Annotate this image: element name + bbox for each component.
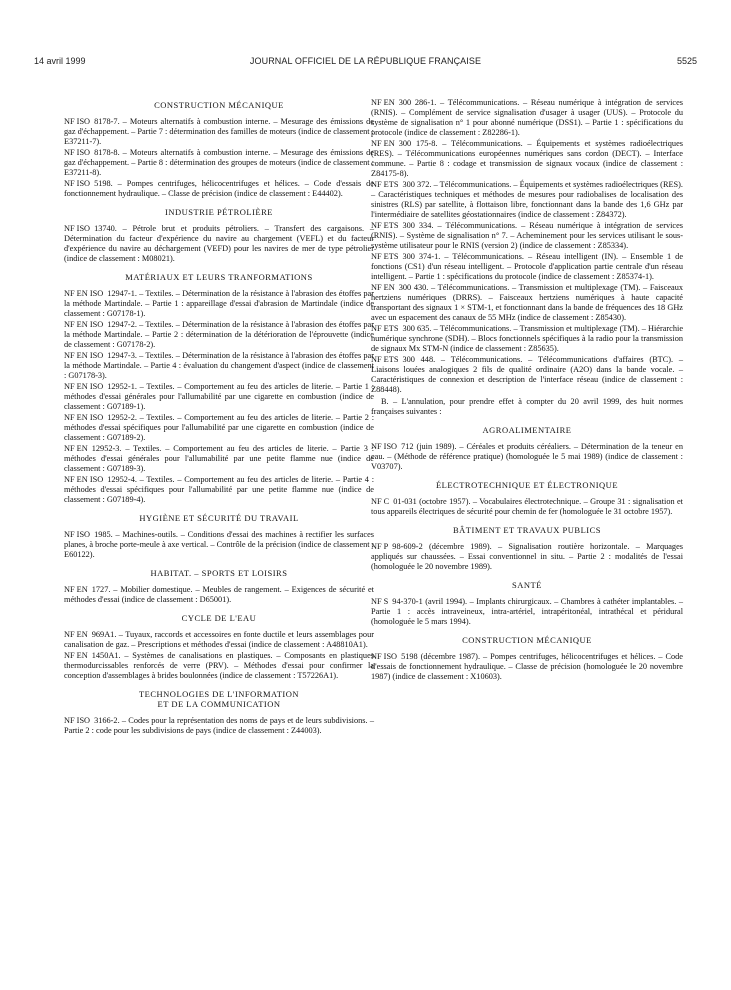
standard-reference: NF EN ISO [64,320,104,329]
standard-reference: NF ETS [371,252,399,261]
standard-entry [371,221,683,251]
standard-description: 12947-2. – Textiles. – Détermination de la résistance à l'abrasion des étoffes par la méthode Martindale. – Partie 2 : détermination de la détérioration de l'éprouvette (indice de classement : G07178-2). [64,320,374,349]
standard-reference: NF EN ISO [64,475,104,484]
standard-reference: NF EN [64,630,88,639]
standard-reference: NF EN [64,444,88,453]
section-title: SANTÉ [512,580,542,590]
standard-reference: NF EN ISO [64,351,104,360]
standard-reference: NF S [371,597,389,606]
section-title: TECHNOLOGIES DE L'INFORMATION ET DE LA COMMUNICATION [138,689,300,709]
standard-description: 5198 (décembre 1987). – Pompes centrifuges, hélicocentrifuges et hélices. – Code d'essais de fonctionnement hydraulique. – Classe de précision (homologuée le 20 novembre 1987) (indice de classement : X10603). [371,652,683,681]
standard-description: 12952-2. – Textiles. – Comportement au feu des articles de literie. – Partie 2 : méthodes d'essai spécifiques pour l'allumabilité par une cigarette en combustion (indice de classement : G07189-2). [64,413,374,442]
standard-description: 12952-1. – Textiles. – Comportement au feu des articles de literie. – Partie 1 : méthodes d'essai générales pour l'allumabilité par une cigarette en combustion (indice de classement : G07189-1). [64,382,374,411]
standard-description: 300 334. – Télécommunications. – Réseau numérique à intégration de services (RNIS). – Système de signalisation n° 7. – Acheminement pour les services utilisant le sous-système utilisateur pour le RNIS (version 2) (indice de classement : Z85334). [371,221,683,250]
section-title: CONSTRUCTION MÉCANIQUE [462,635,592,645]
standard-reference: NF ETS [371,324,399,333]
section-title: HABITAT. – SPORTS ET LOISIRS [150,568,288,578]
standard-entry [371,652,683,682]
standard-entry [64,289,374,319]
standard-entry [371,497,683,517]
standard-reference: NF P [371,542,389,551]
standard-entry [371,324,683,354]
section-title: INDUSTRIE PÉTROLIÈRE [165,207,273,217]
standard-description: 300 175-8. – Télécommunications. – Équipements et systèmes radioélectriques (RES). – Télécommunications européennes numériques sans cordon (DECT). – Interface commune. – Partie 8 : codage et transmission de signaux vocaux (indice de classement : Z84175-8). [371,139,683,178]
standard-entry [64,117,374,147]
annulation-paragraph: B. – L'annulation, pour prendre effet à compter du 20 avril 1999, des huit normes françaises suivantes : [371,397,683,416]
standard-description: 300 430. – Télécommunications. – Transmission et multiplexage (TM). – Faisceaux hertziens numériques (DRRS). – Faisceaux hertziens numériques à haute capacité transportant des signaux 1 × STM-1, et fonctionnant dans la bande de fréquences des 18 GHz avec un espacement des canaux de 55 MHz (indice de classement : Z85430). [371,283,683,322]
standard-reference: NF ISO [64,148,91,157]
standard-description: 712 (juin 1989). – Céréales et produits céréaliers. – Détermination de la teneur en eau. – (Méthode de référence pratique) (homologuée le 5 mai 1989) (indice de classement : V03707). [371,442,683,471]
header-date: 14 avril 1999 [34,56,86,66]
standard-reference: NF ETS [371,355,399,364]
standard-reference: NF EN ISO [64,382,104,391]
section-title: CONSTRUCTION MÉCANIQUE [154,100,284,110]
standard-entry [64,444,374,474]
right-column [371,98,683,683]
section-title: HYGIÈNE ET SÉCURITÉ DU TRAVAIL [139,513,299,523]
standard-description: 12952-3. – Textiles. – Comportement au feu des articles de literie. – Partie 3 : méthodes d'essai générales pour l'allumabilité par une petite flamme nue (indice de classement : G07189-3). [64,444,374,473]
page-number: 5525 [676,56,697,66]
standard-reference: NF EN [64,585,88,594]
standard-entry [64,382,374,412]
standard-reference: NF EN [371,98,395,107]
standard-entry [371,180,683,220]
standard-entry [64,651,374,681]
standard-reference: NF EN ISO [64,413,104,422]
standard-reference: NF ISO [64,117,91,126]
standard-description: 01-031 (octobre 1957). – Vocabulaires électrotechnique. – Groupe 31 : signalisation et tous appareils électriques de sécurité pour chemin de fer (homologuée le 31 octobre 1957). [371,497,683,516]
standard-entry [64,148,374,178]
standard-reference: NF ISO [64,179,91,188]
standard-description: 300 374-1. – Télécommunications. – Réseau intelligent (IN). – Ensemble 1 de fonctions (CS1) d'un réseau intelligent. – Protocole d'application partie centrale d'un réseau intelligent. – Partie 1 : spécifications du protocole (indice de classement : Z85374-1). [371,252,683,281]
standard-entry [371,442,683,472]
standard-description: 1985. – Machines-outils. – Conditions d'essai des machines à rectifier les surfaces planes, à broche porte-meule à axe vertical. – Contrôle de la précision (indice de classement : E60122). [64,530,374,559]
standard-reference: NF EN [371,283,395,292]
standard-entry [64,413,374,443]
standard-description: 13740. – Pétrole brut et produits pétroliers. – Transfert des cargaisons. – Détermination du facteur d'expérience du navire au chargement (VEFL) et du facteur d'expérience du navire au déchargement (VEFD) pour les navires de mer de type pétrolier (indice de classement : M08021). [64,224,374,263]
standard-description: 300 635. – Télécommunications. – Transmission et multiplexage (TM). – Hiérarchie numérique synchrone (SDH). – Blocs fonctionnels spécifiques à la radio pour la transmission de signaux Mx STM-N (indice de classement : Z85635). [371,324,683,353]
standard-description: 8178-7. – Moteurs alternatifs à combustion interne. – Mesurage des émissions de gaz d'échappement. – Partie 7 : détermination des familles de moteurs (indice de classement : E37211-7). [64,117,374,146]
standard-description: 94-370-1 (avril 1994). – Implants chirurgicaux. – Chambres à cathéter implantables. – Partie 1 : accès intraveineux, intra-artériel, intrapéritonéal, intrathécal et péridural (homologuée le 5 mars 1994). [371,597,683,626]
standard-entry [64,351,374,381]
section-title: MATÉRIAUX ET LEURS TRANFORMATIONS [125,272,313,282]
standard-description: 12947-3. – Textiles. – Détermination de la résistance à l'abrasion des étoffes par la méthode Martindale. – Partie 4 : évaluation du changement d'aspect (indice de classement : G07178-3). [64,351,374,380]
standard-entry [371,355,683,395]
page-header [34,56,697,70]
standard-description: 8178-8. – Moteurs alternatifs à combustion interne. – Mesurage des émissions de gaz d'échappement. – Partie 8 : détermination des groupes de moteurs (indice de classement : E37211-8). [64,148,374,177]
standard-reference: NF ETS [371,180,399,189]
journal-title: JOURNAL OFFICIEL DE LA RÉPUBLIQUE FRANÇAISE [249,56,482,66]
standard-reference: NF ISO [64,530,91,539]
standard-entry [371,597,683,627]
section-title: ÉLECTROTECHNIQUE ET ÉLECTRONIQUE [435,480,619,490]
standard-description: 98-609-2 (décembre 1989). – Signalisation routière horizontale. – Marquages appliqués sur chaussées. – Essai conventionnel in situ. – Partie 2 : modalités de l'essai (homologuée le 20 novembre 1989). [371,542,683,571]
section-title: CYCLE DE L'EAU [181,613,257,623]
standard-entry [371,283,683,323]
standard-entry [64,530,374,560]
standard-entry [371,542,683,572]
standard-description: 3166-2. – Codes pour la représentation des noms de pays et de leurs subdivisions. – Partie 2 : code pour les subdivisions de pays (indice de classement : Z44003). [64,716,374,735]
standard-entry [371,139,683,179]
standard-reference: NF EN [64,651,88,660]
standard-description: 12947-1. – Textiles. – Détermination de la résistance à l'abrasion des étoffes par la méthode Martindale. – Partie 1 : appareillage d'essai d'abrasion de Martindale (indice de classement : G07178-1). [64,289,374,318]
left-column [64,98,374,737]
standard-description: 1450A1. – Systèmes de canalisations en plastiques. – Composants en plastiques thermodurcissables renforcés de verre (PRV). – Méthodes d'essai pour confirmer la conception d'assemblages à brides boulonnées (indice de classement : T57226A1). [64,651,374,680]
standard-reference: NF EN [371,139,395,148]
standard-entry [371,252,683,282]
standard-description: 5198. – Pompes centrifuges, hélicocentrifuges et hélices. – Code d'essais de fonctionnement hydraulique. – Classe de précision (indice de classement : E44402). [64,179,374,198]
standard-entry [64,224,374,264]
standard-entry [64,179,374,199]
standard-entry [64,320,374,350]
standard-reference: NF EN ISO [64,289,104,298]
section-title: BÂTIMENT ET TRAVAUX PUBLICS [452,525,602,535]
standard-reference: NF C [371,497,390,506]
standard-entry [64,585,374,605]
standard-description: 969A1. – Tuyaux, raccords et accessoires en fonte ductile et leurs assemblages pour canalisation de gaz. – Prescriptions et méthodes d'essai (indice de classement : A48810A1). [64,630,374,649]
standard-reference: NF ETS [371,221,399,230]
section-title: AGROALIMENTAIRE [482,425,572,435]
standard-reference: NF ISO [371,652,398,661]
standard-description: 300 286-1. – Télécommunications. – Réseau numérique à intégration de services (RNIS). – Complément de service signalisation d'usager à usager (UUS). – Protocole du système de signalisation n° 1 pour abonné numérique (DSS1). – Partie 1 : spécifications du protocole (indice de classement : Z82286-1). [371,98,683,137]
standard-entry [64,716,374,736]
standard-reference: NF ISO [64,716,91,725]
standard-reference: NF ISO [371,442,398,451]
standard-entry [371,98,683,138]
standard-description: 300 372. – Télécommunications. – Équipements et systèmes radioélectriques (RES). – Caractéristiques techniques et méthodes de mesures pour radiobalises de localisation des sinistres (RLS) par satellite, à flottaison libre, fonctionnant dans la bande des 1,6 GHz par l'intermédiaire de satellites géostationnaires (indice de classement : Z84372). [371,180,683,219]
standard-description: 1727. – Mobilier domestique. – Meubles de rangement. – Exigences de sécurité et méthodes d'essai (indice de classement : D65001). [64,585,374,604]
standard-description: 12952-4. – Textiles. – Comportement au feu des articles de literie. – Partie 4 : méthodes d'essai spécifiques pour l'allumabilité par une petite flamme nue (indice de classement : G07189-4). [64,475,374,504]
standard-reference: NF ISO [64,224,91,233]
standard-entry [64,630,374,650]
standard-entry [64,475,374,505]
standard-description: 300 448. – Télécommunications. – Télécommunications d'affaires (BTC). – Liaisons louées analogiques 2 fils de qualité ordinaire (A2O) dans la bande vocale. – Caractéristiques de connexion et description de l'interface réseau (indice de classement : Z88448). [371,355,683,394]
